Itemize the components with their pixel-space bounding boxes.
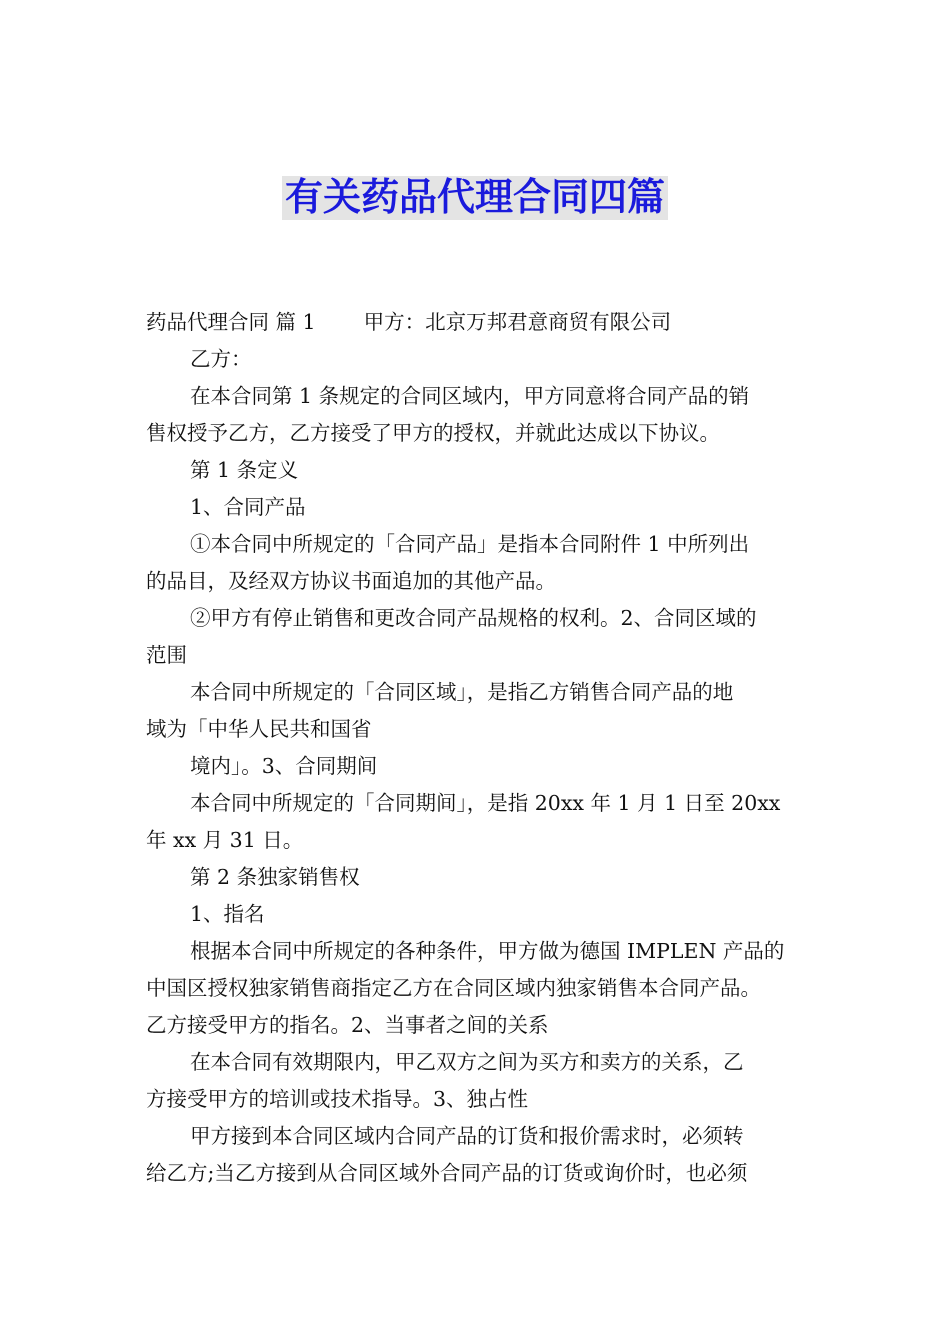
paragraph-line: 域为「中华人民共和国省	[146, 717, 372, 741]
paragraph-line: ②甲方有停止销售和更改合同产品规格的权利。2、合同区域的	[190, 606, 757, 630]
paragraph-line: 本合同中所规定的「合同期间」，是指 20xx 年 1 月 1 日至 20xx	[190, 791, 781, 815]
paragraph-line	[146, 304, 810, 341]
paragraph-line: 的品目，及经双方协议书面追加的其他产品。	[146, 569, 556, 593]
paragraph-line: 方接受甲方的培训或技术指导。3、独占性	[146, 1087, 529, 1111]
document-body	[146, 304, 810, 1192]
paragraph-line: 在本合同第 1 条规定的合同区域内，甲方同意将合同产品的销	[190, 384, 750, 408]
title-text: 有关药品代理合同四篇	[282, 176, 668, 220]
paragraph-line: 乙方接受甲方的指名。2、当事者之间的关系	[146, 1013, 549, 1037]
clause-heading: 1、指名	[190, 902, 265, 926]
clause-heading: 1、合同产品	[190, 495, 306, 519]
article-heading: 第 2 条独家销售权	[190, 865, 360, 889]
paragraph-line: ①本合同中所规定的「合同产品」是指本合同附件 1 中所列出	[190, 532, 750, 556]
section-heading: 药品代理合同 篇 1	[146, 310, 316, 334]
party-a: 甲方：北京万邦君意商贸有限公司	[363, 310, 672, 334]
paragraph-line: 中国区授权独家销售商指定乙方在合同区域内独家销售本合同产品。	[146, 976, 761, 1000]
paragraph-line: 境内」。3、合同期间	[190, 754, 378, 778]
paragraph-line: 本合同中所规定的「合同区域」，是指乙方销售合同产品的地	[190, 680, 734, 704]
paragraph-line: 在本合同有效期限内，甲乙双方之间为买方和卖方的关系，乙	[190, 1050, 744, 1074]
paragraph-line: 根据本合同中所规定的各种条件，甲方做为德国 IMPLEN 产品的	[190, 939, 785, 963]
document-title	[0, 176, 950, 220]
paragraph-line: 年 xx 月 31 日。	[146, 828, 304, 852]
paragraph-line: 范围	[146, 643, 187, 667]
paragraph-line: 售权授予乙方，乙方接受了甲方的授权，并就此达成以下协议。	[146, 421, 720, 445]
article-heading: 第 1 条定义	[190, 458, 299, 482]
paragraph-line: 给乙方;当乙方接到从合同区域外合同产品的订货或询价时，也必须	[146, 1161, 748, 1185]
paragraph-line: 甲方接到本合同区域内合同产品的订货和报价需求时，必须转	[190, 1124, 744, 1148]
party-b: 乙方：	[190, 347, 252, 371]
